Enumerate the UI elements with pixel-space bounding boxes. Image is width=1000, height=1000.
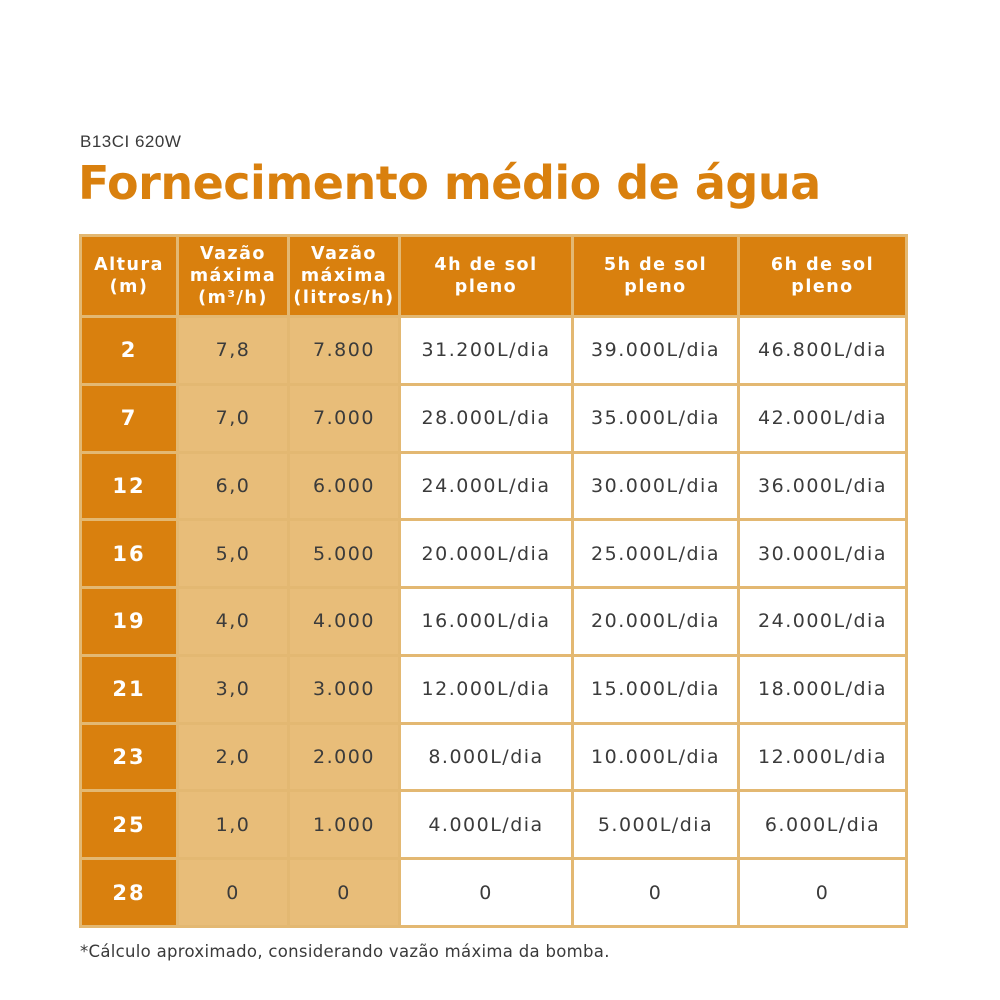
cell-flow-m3h: 0 (179, 860, 287, 925)
cell-4h-sun: 4.000L/dia (401, 792, 571, 857)
header-4h-sun: 4h de sol pleno (401, 237, 571, 315)
header-flow-litros: Vazão máxima (litros/h) (290, 237, 398, 315)
cell-6h-sun: 12.000L/dia (740, 725, 905, 790)
table-header-row (82, 237, 905, 315)
cell-flow-litros: 3.000 (290, 657, 398, 722)
cell-flow-m3h: 7,8 (179, 318, 287, 383)
cell-5h-sun: 25.000L/dia (574, 521, 737, 586)
model-label: B13CI 620W (80, 132, 182, 151)
table-row (82, 725, 905, 790)
cell-flow-m3h: 4,0 (179, 589, 287, 654)
cell-5h-sun: 10.000L/dia (574, 725, 737, 790)
cell-flow-litros: 0 (290, 860, 398, 925)
header-5h-sun: 5h de sol pleno (574, 237, 737, 315)
cell-height: 19 (82, 589, 176, 654)
table-row (82, 521, 905, 586)
cell-5h-sun: 15.000L/dia (574, 657, 737, 722)
water-supply-table (79, 234, 908, 928)
header-height: Altura (m) (82, 237, 176, 315)
table-row (82, 657, 905, 722)
table-row (82, 454, 905, 519)
cell-height: 28 (82, 860, 176, 925)
cell-4h-sun: 0 (401, 860, 571, 925)
cell-4h-sun: 24.000L/dia (401, 454, 571, 519)
cell-4h-sun: 16.000L/dia (401, 589, 571, 654)
cell-5h-sun: 39.000L/dia (574, 318, 737, 383)
cell-4h-sun: 31.200L/dia (401, 318, 571, 383)
cell-flow-litros: 1.000 (290, 792, 398, 857)
table-row (82, 589, 905, 654)
cell-4h-sun: 20.000L/dia (401, 521, 571, 586)
cell-flow-m3h: 7,0 (179, 386, 287, 451)
cell-flow-litros: 7.800 (290, 318, 398, 383)
table-row (82, 318, 905, 383)
cell-4h-sun: 28.000L/dia (401, 386, 571, 451)
cell-height: 12 (82, 454, 176, 519)
cell-flow-litros: 4.000 (290, 589, 398, 654)
cell-flow-litros: 7.000 (290, 386, 398, 451)
table-row (82, 792, 905, 857)
cell-5h-sun: 30.000L/dia (574, 454, 737, 519)
cell-5h-sun: 5.000L/dia (574, 792, 737, 857)
cell-6h-sun: 46.800L/dia (740, 318, 905, 383)
cell-5h-sun: 20.000L/dia (574, 589, 737, 654)
cell-height: 7 (82, 386, 176, 451)
header-flow-m3h: Vazão máxima (m³/h) (179, 237, 287, 315)
cell-flow-m3h: 5,0 (179, 521, 287, 586)
cell-5h-sun: 0 (574, 860, 737, 925)
cell-6h-sun: 36.000L/dia (740, 454, 905, 519)
water-supply-table-container (79, 234, 908, 928)
cell-flow-m3h: 1,0 (179, 792, 287, 857)
cell-height: 21 (82, 657, 176, 722)
cell-4h-sun: 12.000L/dia (401, 657, 571, 722)
cell-flow-litros: 2.000 (290, 725, 398, 790)
page-title: Fornecimento médio de água (78, 156, 821, 210)
cell-5h-sun: 35.000L/dia (574, 386, 737, 451)
cell-6h-sun: 0 (740, 860, 905, 925)
cell-6h-sun: 6.000L/dia (740, 792, 905, 857)
header-6h-sun: 6h de sol pleno (740, 237, 905, 315)
cell-height: 23 (82, 725, 176, 790)
cell-height: 16 (82, 521, 176, 586)
cell-6h-sun: 18.000L/dia (740, 657, 905, 722)
footnote: *Cálculo aproximado, considerando vazão máxima da bomba. (80, 942, 610, 961)
table-row (82, 860, 905, 925)
cell-flow-litros: 6.000 (290, 454, 398, 519)
cell-6h-sun: 42.000L/dia (740, 386, 905, 451)
cell-6h-sun: 24.000L/dia (740, 589, 905, 654)
cell-flow-m3h: 6,0 (179, 454, 287, 519)
table-row (82, 386, 905, 451)
cell-height: 25 (82, 792, 176, 857)
cell-height: 2 (82, 318, 176, 383)
cell-flow-litros: 5.000 (290, 521, 398, 586)
cell-flow-m3h: 3,0 (179, 657, 287, 722)
cell-flow-m3h: 2,0 (179, 725, 287, 790)
cell-4h-sun: 8.000L/dia (401, 725, 571, 790)
cell-6h-sun: 30.000L/dia (740, 521, 905, 586)
